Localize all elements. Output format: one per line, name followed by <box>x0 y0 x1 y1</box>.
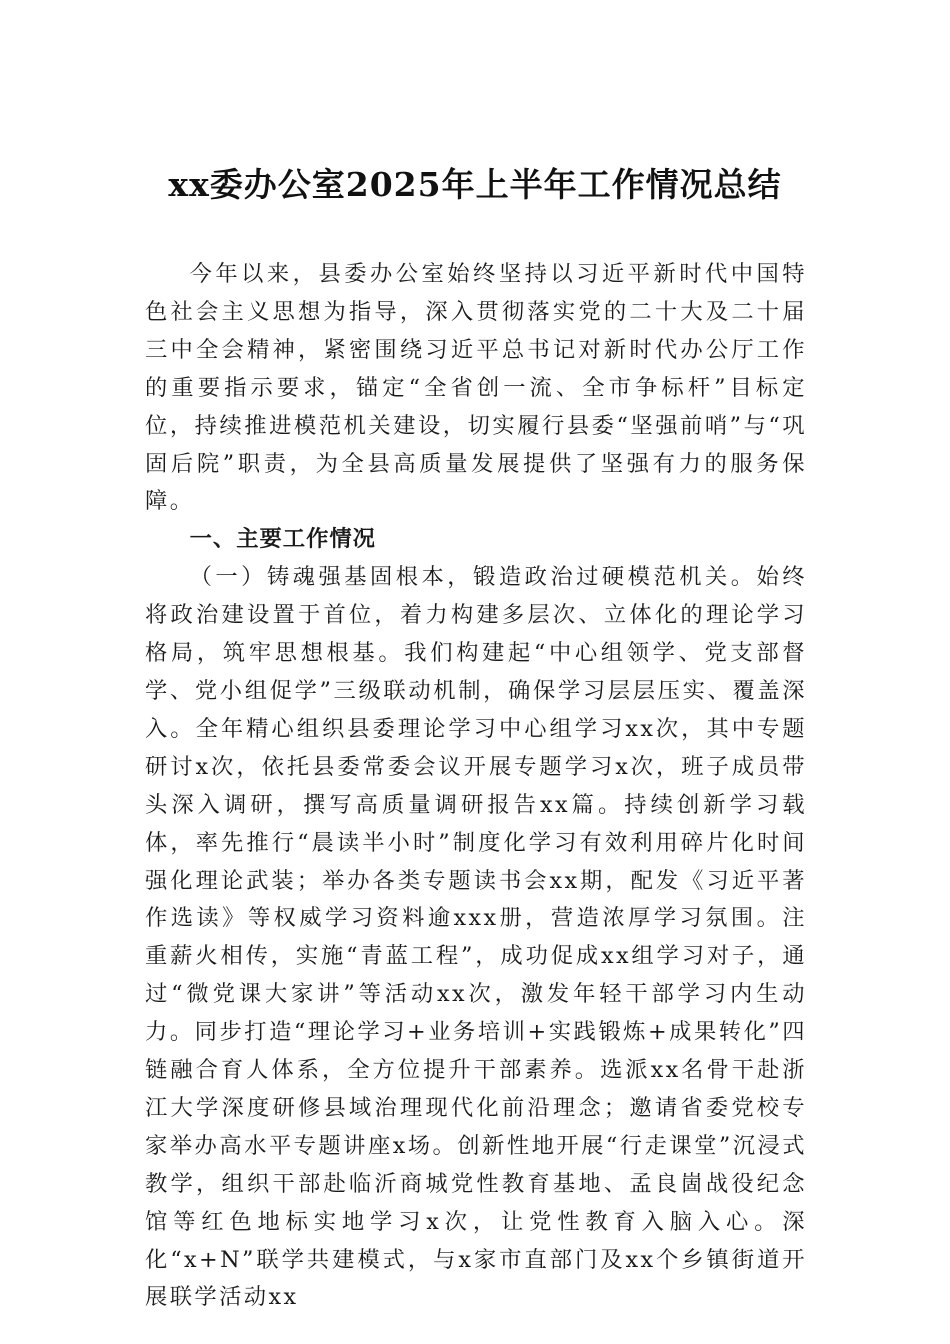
section-paragraph: （一）铸魂强基固根本，锻造政治过硬模范机关。始终将政治建设置于首位，着力构建多层次、立体化的理论学习格局，筑牢思想根基。我们构建起“中心组领学、党支部督学、党小组促学”三级联动机制，确保学习层层压实、覆盖深入。全年精心组织县委理论学习中心组学习xx次，其中专题研讨x次，依托县委常委会议开展专题学习x次，班子成员带头深入调研，撰写高质量调研报告xx篇。持续创新学习载体，率先推行“晨读半小时”制度化学习有效利用碎片化时间强化理论武装；举办各类专题读书会xx期，配发《习近平著作选读》等权威学习资料逾xxx册，营造浓厚学习氛围。注重薪火相传，实施“青蓝工程”，成功促成xx组学习对子，通过“微党课大家讲”等活动xx次，激发年轻干部学习内生动力。同步打造“理论学习+业务培训+实践锻炼+成果转化”四链融合育人体系，全方位提升干部素养。选派xx名骨干赴浙江大学深度研修县域治理现代化前沿理念；邀请省委党校专家举办高水平专题讲座x场。创新性地开展“行走课堂”沉浸式教学，组织干部赴临沂商城党性教育基地、孟良崮战役纪念馆等红色地标实地学习x次，让党性教育入脑入心。深化“x+N”联学共建模式，与x家市直部门及xx个乡镇街道开展联学活动xx <box>145 564 807 1311</box>
section-heading: 一、主要工作情况 <box>189 526 376 553</box>
document-body <box>145 256 807 1317</box>
intro-paragraph: 今年以来，县委办公室始终坚持以习近平新时代中国特色社会主义思想为指导，深入贯彻落实党的二十大及二十届三中全会精神，紧密围绕习近平总书记对新时代办公厅工作的重要指示要求，锚定“全省创一流、全市争标杆”目标定位，持续推进模范机关建设，切实履行县委“坚强前哨”与“巩固后院”职责，为全县高质量发展提供了坚强有力的服务保障。 <box>145 261 807 515</box>
document-title: xx委办公室2025年上半年工作情况总结 <box>168 165 782 204</box>
